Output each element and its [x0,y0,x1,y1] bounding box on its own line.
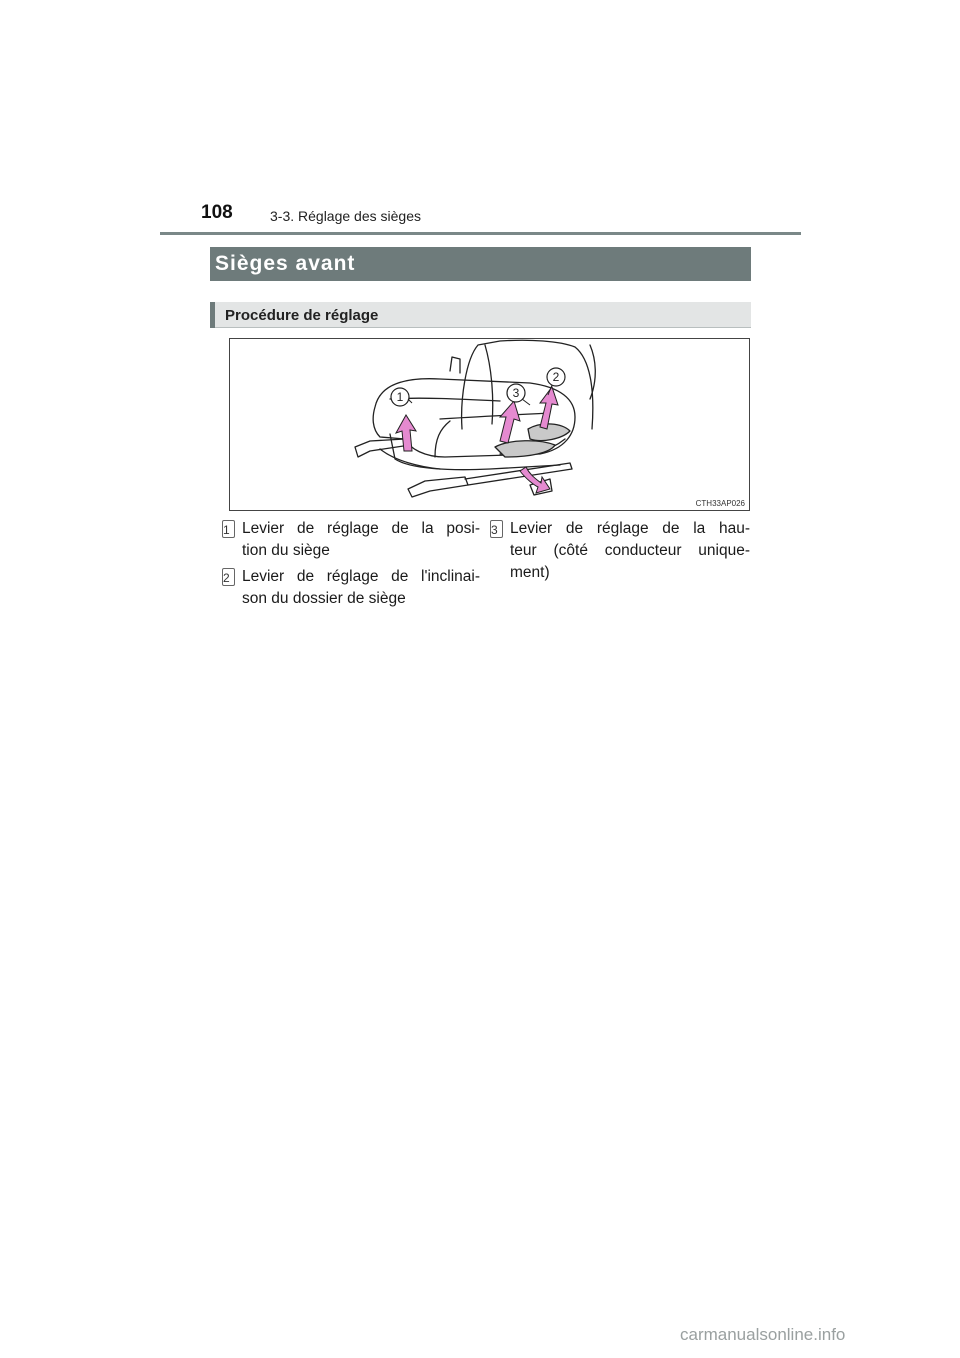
list-item-1 [222,518,480,564]
arrow-3 [500,401,520,443]
item-2-line-2: son du dossier de siège [242,590,406,607]
callout-1-label: 1 [396,390,404,404]
figure-code: CTH33AP026 [695,499,745,508]
chapter-title: 3-3. Réglage des sièges [270,208,421,224]
header-rule [160,232,801,235]
figure-box [229,338,750,511]
item-1-line-1: Levier de réglage de la posi- [242,520,480,537]
item-number-2: 2 [222,568,235,586]
subsection-accent [210,302,215,328]
item-text-3 [510,518,750,584]
item-2-line-1: Levier de réglage de l'inclinai- [242,568,480,585]
callout-3-label: 3 [512,386,520,400]
item-text-2 [242,566,480,610]
section-title: Sièges avant [215,252,356,275]
item-text-1 [242,518,480,562]
seat-rail-right [408,477,468,497]
seat-illustration [230,339,749,510]
seat-back [462,340,593,429]
item-3-line-2: teur (côté conducteur unique- [510,542,750,559]
item-3-line-1: Levier de réglage de la hau- [510,520,750,537]
list-item-2 [222,566,480,612]
subsection-title: Procédure de réglage [225,307,379,324]
item-number-1: 1 [222,520,235,538]
item-number-3: 3 [490,520,503,538]
recline-lever [528,424,570,441]
height-lever [495,441,555,457]
item-1-line-2: tion du siège [242,542,330,559]
arrow-1 [396,415,416,451]
page-number: 108 [201,202,233,223]
callout-2-label: 2 [552,370,560,384]
seat-rail-left [355,439,410,457]
item-3-line-3: ment) [510,564,550,581]
list-item-3 [490,518,752,586]
footer-watermark: carmanualsonline.info [680,1325,846,1344]
